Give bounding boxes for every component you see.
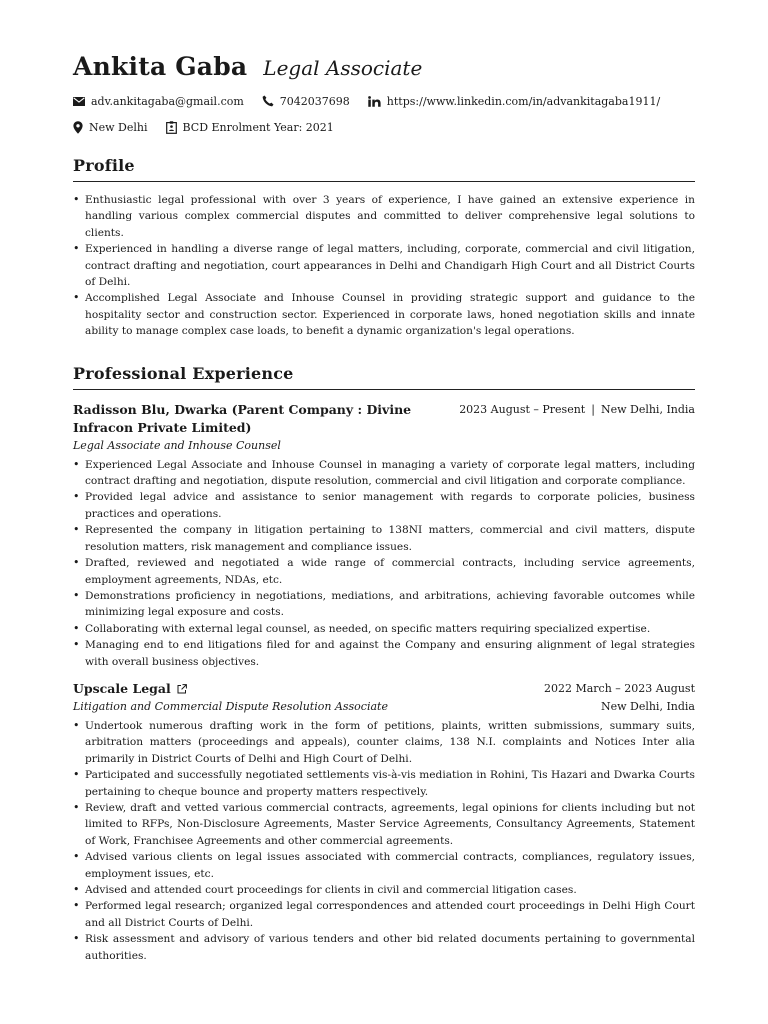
email-text[interactable]: adv.ankitagaba@gmail.com	[91, 94, 244, 108]
job-entry	[73, 401, 695, 670]
job-bullets	[73, 718, 695, 964]
job-location: New Delhi, India	[600, 699, 695, 713]
list-item: • Represented the company in litigation pertaining to 138NI matters, commercial and civil matters, dispute resolution matters, risk management and compliance issues.	[73, 522, 695, 555]
job-bullets	[73, 457, 695, 670]
company-name[interactable]	[73, 680, 187, 698]
contact-row-secondary	[73, 118, 695, 136]
job-header	[73, 680, 695, 698]
list-item: • Collaborating with external legal counsel, as needed, on specific matters requiring specialized expertise.	[73, 621, 695, 637]
linkedin-contact[interactable]	[368, 95, 660, 108]
job-position: Legal Associate and Inhouse Counsel	[73, 438, 281, 452]
list-item: • Enthusiastic legal professional with over 3 years of experience, I have gained an extensive experience in handling various complex commercial disputes and committed to deliver comprehensive legal solutions to clients.	[73, 192, 695, 241]
experience-section	[73, 363, 695, 964]
list-item: • Managing end to end litigations filed for and against the Company and ensuring alignment of legal strategies with overall business objectives.	[73, 637, 695, 670]
phone-contact[interactable]	[262, 95, 350, 108]
phone-text[interactable]: 7042037698	[279, 94, 350, 108]
experience-divider	[73, 389, 695, 390]
list-item: • Accomplished Legal Associate and Inhouse Counsel in providing strategic support and guidance to the hospitality sector and construction sector. Experienced in corporate laws, honed negotiation skills and innate ability to manage complex case loads, to benefit a dynamic organization's legal operations.	[73, 290, 695, 339]
list-item: • Experienced Legal Associate and Inhouse Counsel in managing a variety of corporate legal matters, including contract drafting and negotiation, dispute resolution, commercial and civil litigation and corporate compliance.	[73, 457, 695, 490]
id-badge-icon	[166, 121, 177, 134]
linkedin-icon	[368, 96, 381, 107]
header	[73, 52, 695, 86]
enrolment-contact	[166, 121, 334, 134]
profile-divider	[73, 181, 695, 182]
list-item: • Drafted, reviewed and negotiated a wide range of commercial contracts, including service agreements, employment agreements, NDAs, etc.	[73, 555, 695, 588]
list-item: • Risk assessment and advisory of various tenders and other bid related documents pertaining to governmental authorities.	[73, 931, 695, 964]
list-item: • Review, draft and vetted various commercial contracts, agreements, legal opinions for clients including but not limited to RFPs, Non-Disclosure Agreements, Master Service Agreements, Consultancy Agreements, Statement of Work, Franchisee Agreements and other commercial agreements.	[73, 800, 695, 849]
job-subheader	[73, 698, 695, 715]
company-link[interactable]: Upscale Legal	[73, 680, 171, 696]
job-header	[73, 401, 695, 437]
job-entry	[73, 680, 695, 964]
profile-section	[73, 155, 695, 340]
list-item: • Undertook numerous drafting work in the form of petitions, plaints, written submissions, summary suits, arbitration matters (proceedings and appeals), counter claims, 138 N.I. complaints and Notices Inter alia primarily in District Courts of Delhi and High Court of Delhi.	[73, 718, 695, 767]
linkedin-url[interactable]: https://www.linkedin.com/in/advankitagaba1911/	[386, 94, 661, 108]
list-item: • Demonstrations proficiency in negotiations, mediations, and arbitrations, achieving favorable outcomes while minimizing legal exposure and costs.	[73, 588, 695, 621]
profile-heading: Profile	[73, 156, 135, 175]
job-location: New Delhi, India	[600, 402, 695, 416]
company-name: Radisson Blu, Dwarka (Parent Company : Divine Infracon Private Limited)	[73, 401, 412, 435]
candidate-name: Ankita Gaba	[73, 52, 248, 81]
job-dates-location	[459, 401, 695, 419]
email-icon	[73, 97, 85, 106]
list-item: • Experienced in handling a diverse range of legal matters, including, corporate, commercial and civil litigation, contract drafting and negotiation, court appearances in Delhi and Chandigarh High Court and all District Courts of Delhi.	[73, 241, 695, 290]
list-item: • Performed legal research; organized legal correspondences and attended court proceedings in Delhi High Court and all District Courts of Delhi.	[73, 898, 695, 931]
resume-page	[73, 52, 695, 964]
list-item: • Advised various clients on legal issues associated with commercial contracts, compliances, regulatory issues, employment issues, etc.	[73, 849, 695, 882]
list-item: • Participated and successfully negotiated settlements vis-à-vis mediation in Rohini, Tis Hazari and Dwarka Courts pertaining to cheque bounce and property matters respectively.	[73, 767, 695, 800]
enrolment-text: BCD Enrolment Year: 2021	[182, 120, 334, 134]
candidate-role: Legal Associate	[263, 56, 423, 80]
contact-row-primary	[73, 92, 695, 110]
profile-bullets	[73, 192, 695, 340]
phone-icon	[262, 95, 274, 107]
job-dates: 2022 March – 2023 August	[543, 681, 695, 695]
job-position: Litigation and Commercial Dispute Resolution Associate	[73, 699, 388, 713]
location-text: New Delhi	[89, 120, 148, 134]
experience-heading: Professional Experience	[73, 363, 294, 383]
job-dates: 2023 August – Present	[459, 402, 586, 416]
email-contact[interactable]	[73, 95, 244, 108]
list-item: • Advised and attended court proceedings for clients in civil and commercial litigation cases.	[73, 882, 695, 898]
location-pin-icon	[73, 121, 83, 134]
separator: |	[591, 402, 595, 416]
external-link-icon[interactable]	[177, 684, 187, 694]
location-contact	[73, 121, 148, 134]
list-item: • Provided legal advice and assistance to senior management with regards to corporate policies, business practices and operations.	[73, 489, 695, 522]
